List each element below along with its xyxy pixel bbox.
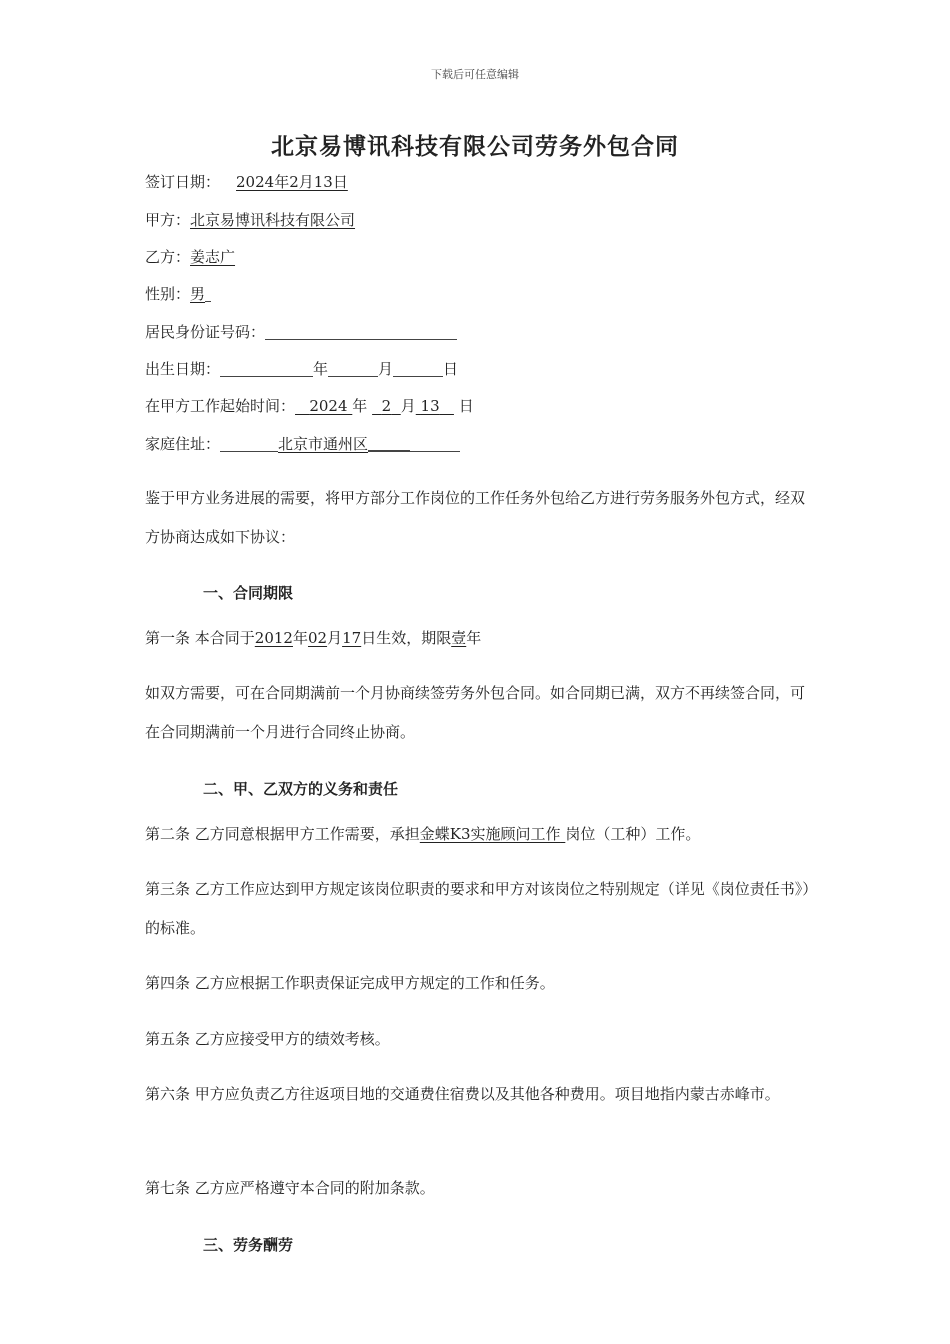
article-1-text-3: 年 — [466, 629, 482, 647]
section-2-heading: 二、甲、乙双方的义务和责任 — [203, 780, 399, 798]
article-4: 第四条 乙方应根据工作职责保证完成甲方规定的工作和任务。 — [145, 974, 555, 992]
article-6: 第六条 甲方应负责乙方往返项目地的交通费住宿费以及其他各种费用。项目地指内蒙古赤峰市。 — [145, 1085, 780, 1103]
start-work-year-value: 2024 — [309, 397, 348, 415]
article-5: 第五条 乙方应接受甲方的绩效考核。 — [145, 1030, 390, 1048]
article-1-month-label: 月 — [327, 629, 343, 647]
address-label: 家庭住址： — [145, 435, 221, 453]
article-2-text-2: 岗位（工种）工作。 — [565, 825, 701, 843]
contract-title: 北京易博讯科技有限公司劳务外包合同 — [271, 133, 679, 160]
gender-line — [145, 284, 211, 304]
birth-month-label: 月 — [378, 360, 394, 378]
sign-date-line — [145, 172, 348, 192]
start-work-month-label: 月 — [400, 397, 416, 415]
address-value: 北京市通州区 — [278, 435, 369, 453]
party-b-label: 乙方： — [145, 248, 191, 266]
start-work-year-label: 年 — [352, 397, 368, 415]
sign-date-label: 签订日期： — [145, 173, 221, 191]
article-1-term: 壹 — [451, 629, 467, 647]
article-2-position: 金蝶K3实施顾问工作 — [419, 825, 561, 843]
party-a-label: 甲方： — [145, 211, 191, 229]
article-1-day: 17 — [342, 629, 362, 647]
article-3: 第三条 乙方工作应达到甲方规定该岗位职责的要求和甲方对该岗位之特别规定（详见《岗位责任书》）的标准。 — [145, 880, 810, 937]
section-1-heading: 一、合同期限 — [203, 584, 294, 602]
article-1-year: 2012 — [254, 629, 293, 647]
article-7: 第七条 乙方应严格遵守本合同的附加条款。 — [145, 1179, 435, 1197]
birth-day-label: 日 — [443, 360, 459, 378]
birth-date-label: 出生日期： — [145, 360, 221, 378]
address-line — [145, 434, 460, 454]
sign-date-value: 2024年2月13日 — [236, 173, 348, 191]
article-1 — [145, 628, 481, 648]
id-number-blank — [265, 323, 457, 340]
start-work-line — [145, 396, 474, 416]
article-2 — [145, 824, 700, 844]
party-a-value: 北京易博讯科技有限公司 — [190, 211, 356, 229]
birth-day-blank — [393, 360, 443, 377]
article-1-text-2: 日生效，期限 — [361, 629, 452, 647]
start-work-day-value: 13 — [420, 397, 440, 415]
article-1-month: 02 — [307, 629, 328, 647]
article-1-text: 第一条 本合同于 — [145, 629, 255, 647]
article-1-year-label: 年 — [292, 629, 308, 647]
id-number-label: 居民身份证号码： — [145, 323, 266, 341]
start-work-month-value: 2 — [381, 397, 392, 415]
party-a-line — [145, 210, 355, 230]
birth-year-blank — [220, 360, 313, 377]
gender-value: 男 — [190, 285, 206, 303]
birth-month-blank — [328, 360, 378, 377]
birth-year-label: 年 — [313, 360, 329, 378]
gender-label: 性别： — [145, 285, 191, 303]
start-work-label: 在甲方工作起始时间： — [145, 397, 296, 415]
section-3-heading: 三、劳务酬劳 — [203, 1236, 294, 1254]
birth-date-line — [145, 359, 458, 379]
renewal-paragraph: 如双方需要，可在合同期满前一个月协商续签劳务外包合同。如合同期已满，双方不再续签合同，可在合同期满前一个月进行合同终止协商。 — [145, 684, 806, 741]
party-b-line — [145, 247, 235, 267]
intro-paragraph: 鉴于甲方业务进展的需要，将甲方部分工作岗位的工作任务外包给乙方进行劳务服务外包方式，经双方协商达成如下协议： — [145, 489, 806, 546]
party-b-value: 姜志广 — [190, 248, 236, 266]
start-work-day-label: 日 — [458, 397, 474, 415]
id-number-line — [145, 322, 457, 342]
article-2-text: 第二条 乙方同意根据甲方工作需要，承担 — [145, 825, 420, 843]
header-note: 下载后可任意编辑 — [431, 68, 519, 81]
